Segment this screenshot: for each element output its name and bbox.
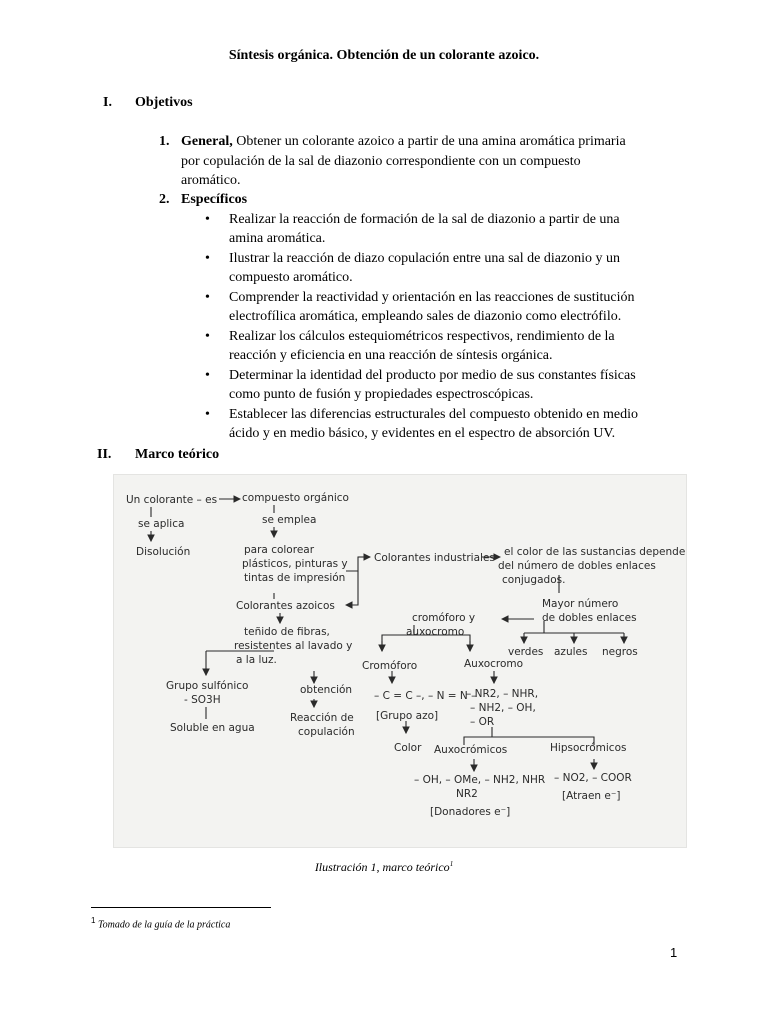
node-auxocromo-grupos-1: – NR2, – NHR, <box>466 688 539 700</box>
footnote-text: Tomado de la guía de la práctica <box>97 919 231 931</box>
section-2-heading: Marco teórico <box>135 447 220 462</box>
node-grupo-azo-formula: – C = C –, – N = N – <box>374 690 477 702</box>
node-dependen-1: el color de las sustancias dependen <box>504 546 686 558</box>
bullet-1-line2: amina aromática. <box>229 231 326 246</box>
node-soluble-en-agua: Soluble en agua <box>170 722 255 734</box>
node-compuesto-organico: compuesto orgánico <box>242 492 349 504</box>
bullet-icon: • <box>205 289 210 305</box>
node-tenido-1: teñido de fibras, <box>244 626 330 638</box>
node-reaccion-1: Reacción de <box>290 712 354 724</box>
bullet-4-line2: reacción y eficiencia en una reacción de síntesis orgánica. <box>229 348 553 363</box>
specific-heading: Específicos <box>181 192 248 207</box>
node-se-emplea: se emplea <box>262 514 317 526</box>
bullet-icon: • <box>205 328 210 344</box>
node-para-colorear-1: para colorear <box>244 544 315 556</box>
node-colorantes-azoicos: Colorantes azoicos <box>236 600 335 612</box>
general-number: 1. <box>159 134 170 149</box>
specific-number: 2. <box>159 192 170 207</box>
general-objective-line2: por copulación de la sal de diazonio correspondiente con un compuesto <box>181 153 581 169</box>
bullet-5-line1: Determinar la identidad del producto por medio de sus constantes físicas <box>229 367 636 383</box>
bullet-6-line2: ácido y en medio básico, y evidentes en el espectro de absorción UV. <box>229 426 616 441</box>
node-auxocromicos: Auxocrómicos <box>434 744 508 756</box>
node-dependen-3: conjugados. <box>502 574 566 586</box>
node-cromoforo-y-1: cromóforo y <box>412 612 476 624</box>
general-objective-line3: aromático. <box>181 173 241 188</box>
footnote <box>91 916 230 930</box>
node-cromoforo-y-2: auxocromo <box>406 626 465 638</box>
section-2-number: II. <box>97 447 112 462</box>
node-mayor-numero-1: Mayor número <box>542 598 619 610</box>
node-obtencion: obtención <box>300 684 353 696</box>
section-1-number: I. <box>103 95 112 110</box>
node-donadores-3: [Donadores e⁻] <box>430 806 511 818</box>
node-dependen-2: del número de dobles enlaces <box>498 560 656 572</box>
node-grupo-sulfonico-2: - SO3H <box>184 694 221 706</box>
node-atraen-1: – NO2, – COOR <box>554 772 632 784</box>
node-auxocromo-grupos-3: – OR <box>470 716 495 728</box>
bullet-3-line1: Comprender la reactividad y orientación en las reacciones de sustitución <box>229 289 635 305</box>
node-se-aplica: se aplica <box>138 518 185 530</box>
node-azules: azules <box>554 646 588 658</box>
node-disolucion: Disolución <box>136 546 191 558</box>
general-text: Obtener un colorante azoico a partir de una amina aromática primaria <box>232 134 626 149</box>
figure-caption <box>0 860 768 875</box>
node-auxocromo: Auxocromo <box>464 658 524 670</box>
node-cromoforo: Cromóforo <box>362 660 418 672</box>
general-label: General, <box>181 134 233 149</box>
footnote-mark: 1 <box>91 916 96 925</box>
bullet-3-line2: electrofílica aromática, empleando sales de diazonio como electrófilo. <box>229 309 622 324</box>
page-number: 1 <box>670 945 678 960</box>
node-colorantes-industriales: Colorantes industriales <box>374 552 495 564</box>
concept-map-figure <box>113 474 687 848</box>
node-auxocromo-grupos-2: – NH2, – OH, <box>470 702 536 714</box>
node-para-colorear-2: plásticos, pinturas y <box>242 558 348 570</box>
figure-caption-text: Ilustración 1, marco teórico <box>314 860 450 874</box>
node-reaccion-2: copulación <box>298 726 355 738</box>
document-title: Síntesis orgánica. Obtención de un colorante azoico. <box>228 48 540 63</box>
bullet-icon: • <box>205 367 210 383</box>
figure-caption-ref: 1 <box>449 860 454 868</box>
bullet-2-line2: compuesto aromático. <box>229 270 353 285</box>
node-tenido-2: resistentes al lavado y <box>234 640 353 652</box>
node-donadores-1: – OH, – OMe, – NH2, NHR <box>414 774 546 786</box>
node-atraen-2: [Atraen e⁻] <box>562 790 621 802</box>
bullet-icon: • <box>205 211 210 227</box>
node-negros: negros <box>602 646 638 658</box>
node-tenido-3: a la luz. <box>236 654 277 666</box>
concept-map-drawing <box>114 475 686 847</box>
node-verdes: verdes <box>508 646 544 658</box>
bullet-6-line1: Establecer las diferencias estructurales del compuesto obtenido en medio <box>229 406 638 422</box>
bullet-5-line2: como punto de fusión y propiedades espectroscópicas. <box>229 387 534 402</box>
node-grupo-azo: [Grupo azo] <box>376 710 439 722</box>
bullet-1-line1: Realizar la reacción de formación de la sal de diazonio a partir de una <box>229 211 620 227</box>
node-mayor-numero-2: de dobles enlaces <box>542 612 637 624</box>
bullet-4-line1: Realizar los cálculos estequiométricos respectivos, rendimiento de la <box>229 328 615 344</box>
node-hipsocromicos: Hipsocrómicos <box>550 742 627 754</box>
node-grupo-sulfonico-1: Grupo sulfónico <box>166 680 249 692</box>
bullet-2-line1: Ilustrar la reacción de diazo copulación entre una sal de diazonio y un <box>229 250 621 266</box>
node-color: Color <box>394 742 422 754</box>
footnote-divider <box>91 907 271 908</box>
bullet-icon: • <box>205 406 210 422</box>
section-1-heading: Objetivos <box>135 95 193 110</box>
node-donadores-2: NR2 <box>456 788 478 800</box>
general-objective-line1 <box>181 132 626 152</box>
node-un-colorante: Un colorante – es <box>126 494 218 506</box>
bullet-icon: • <box>205 250 210 266</box>
node-para-colorear-3: tintas de impresión <box>244 572 346 584</box>
